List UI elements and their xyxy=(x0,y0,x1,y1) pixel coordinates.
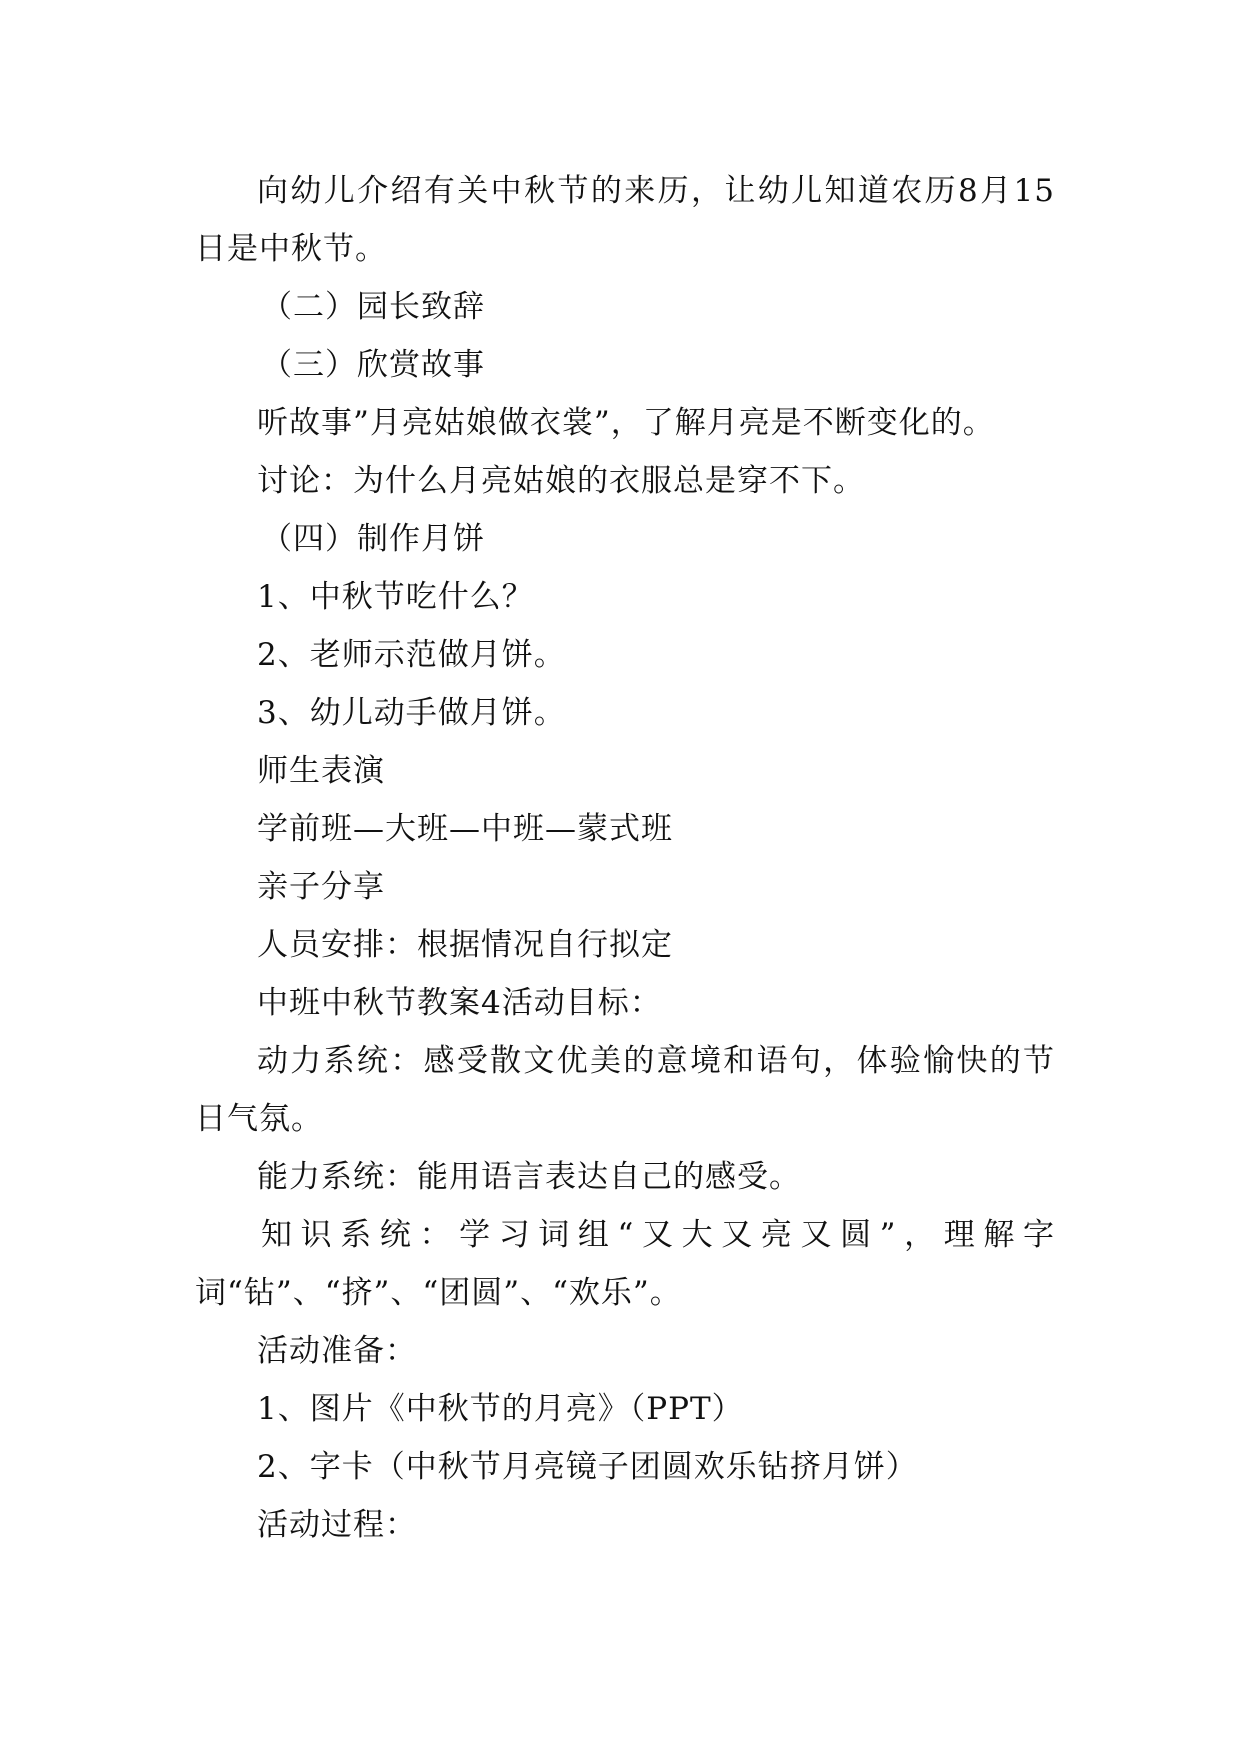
list-item-3: 3、幼儿动手做月饼。 xyxy=(257,695,566,731)
list-item-2: 2、老师示范做月饼。 xyxy=(257,637,566,673)
paragraph-motivation: 动力系统：感受散文优美的意境和语句，体验愉快的节日气氛。 xyxy=(195,1043,1055,1137)
paragraph-share: 亲子分享 xyxy=(257,869,385,905)
document-body xyxy=(195,162,1055,1554)
prep-item-1: 1、图片《中秋节的月亮》（PPT） xyxy=(257,1391,744,1427)
heading-make-mooncake: （四）制作月饼 xyxy=(261,521,485,557)
paragraph-ability: 能力系统：能用语言表达自己的感受。 xyxy=(257,1159,801,1195)
paragraph-performance: 师生表演 xyxy=(257,753,385,789)
heading-story: （三）欣赏故事 xyxy=(261,347,485,383)
paragraph-class-order: 学前班—大班—中班—蒙式班 xyxy=(257,811,673,847)
paragraph-discussion: 讨论：为什么月亮姑娘的衣服总是穿不下。 xyxy=(257,463,865,499)
heading-process: 活动过程： xyxy=(257,1507,417,1543)
paragraph-story: 听故事”月亮姑娘做衣裳”，了解月亮是不断变化的。 xyxy=(257,405,995,441)
heading-principal-speech: （二）园长致辞 xyxy=(261,289,485,325)
heading-lesson-plan-4: 中班中秋节教案4活动目标： xyxy=(257,985,662,1021)
paragraph-staffing: 人员安排：根据情况自行拟定 xyxy=(257,927,673,963)
paragraph-knowledge: 知识系统：学习词组“又大又亮又圆”，理解字词“钻”、“挤”、“团圆”、“欢乐”。 xyxy=(195,1217,1055,1311)
heading-preparation: 活动准备： xyxy=(257,1333,417,1369)
prep-item-2: 2、字卡（中秋节月亮镜子团圆欢乐钻挤月饼） xyxy=(257,1449,918,1485)
paragraph-intro: 向幼儿介绍有关中秋节的来历，让幼儿知道农历8月15日是中秋节。 xyxy=(195,173,1055,267)
list-item-1: 1、中秋节吃什么？ xyxy=(257,579,534,615)
